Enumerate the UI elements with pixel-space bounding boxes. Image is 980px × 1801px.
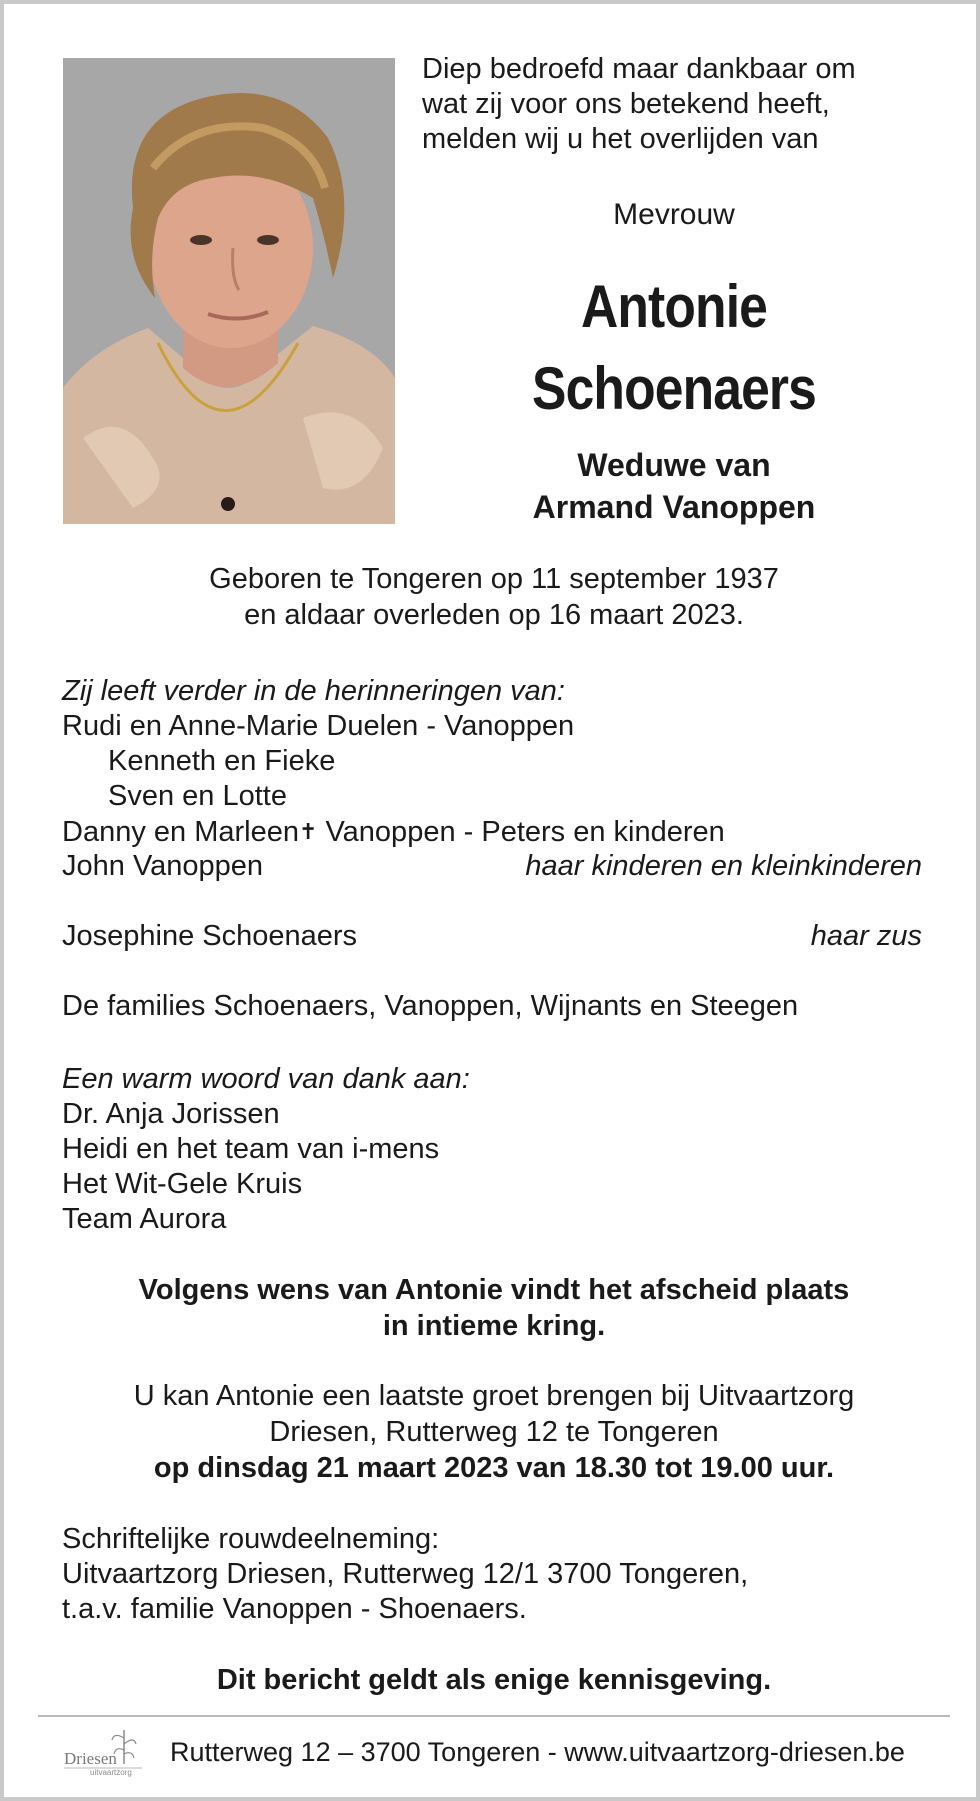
role-sister: haar zus <box>810 920 922 952</box>
notice-text: Dit bericht geldt als enige kennisgeving. <box>216 1664 772 1696</box>
family-member-name: John Vanoppen <box>62 850 264 882</box>
family-list <box>62 674 922 1024</box>
family-member: Sven en Lotte <box>108 780 287 812</box>
deceased-name <box>485 266 863 430</box>
death-line: en aldaar overleden op 16 maart 2023. <box>244 599 744 631</box>
logo-text: Driesen <box>64 1749 117 1768</box>
intro-line: Diep bedroefd maar dankbaar om <box>422 53 856 85</box>
birth-death-info <box>4 561 980 633</box>
honorific: Mevrouw <box>613 198 735 231</box>
intro-text <box>422 52 942 157</box>
funeral-home-logo <box>62 1726 148 1784</box>
footer-address: Rutterweg 12 – 3700 Tongeren - www.uitvaartzorg-driesen.be <box>170 1737 905 1767</box>
spacer <box>62 954 922 989</box>
family-member-suffix: Vanoppen - Peters en kinderen <box>325 816 725 848</box>
first-name: Antonie <box>580 273 768 340</box>
family-member: Kenneth en Fieke <box>108 745 336 777</box>
visitation-line: Driesen, Rutterweg 12 te Tongeren <box>269 1416 719 1448</box>
condolence-attention: t.a.v. familie Vanoppen - Shoenaers. <box>62 1593 527 1625</box>
role-children: haar kinderen en kleinkinderen <box>525 850 922 882</box>
family-member-name: Danny en Marleen <box>62 816 299 848</box>
thanks-heading: Een warm woord van dank aan: <box>62 1063 470 1095</box>
ceremony-line: in intieme kring. <box>382 1310 606 1342</box>
condolence-address: Uitvaartzorg Driesen, Rutterweg 12/1 3700 Tongeren, <box>62 1558 749 1590</box>
visitation-info <box>4 1378 980 1486</box>
family-heading: Zij leeft verder in de herinneringen van: <box>62 675 565 707</box>
thanks-list <box>62 1062 922 1237</box>
condolence-heading: Schriftelijke rouwdeelneming: <box>62 1523 440 1555</box>
thanks-item: Het Wit-Gele Kruis <box>62 1168 303 1200</box>
visitation-line: U kan Antonie een laatste groet brengen bij Uitvaartzorg <box>133 1380 855 1412</box>
spacer <box>62 884 922 919</box>
extended-families: De families Schoenaers, Vanoppen, Wijnants en Steegen <box>62 990 799 1022</box>
condolence-info <box>62 1522 922 1627</box>
visitation-date: op dinsdag 21 maart 2023 van 18.30 tot 19.00 uur. <box>153 1452 835 1484</box>
spouse-name: Armand Vanoppen <box>532 489 816 525</box>
intro-line: melden wij u het overlijden van <box>422 123 819 155</box>
family-member <box>62 849 922 884</box>
ceremony-line: Volgens wens van Antonie vindt het afscheid plaats <box>138 1274 850 1306</box>
portrait-photo <box>63 58 395 524</box>
widow-line: Weduwe van <box>577 447 771 483</box>
ceremony-info <box>4 1272 980 1344</box>
family-member: Rudi en Anne-Marie Duelen - Vanoppen <box>62 710 575 742</box>
family-member <box>62 814 922 849</box>
widow-of <box>454 444 894 528</box>
deceased-cross-icon: ✝ <box>298 819 318 844</box>
birth-line: Geboren te Tongeren op 11 september 1937 <box>209 563 779 595</box>
sister-line <box>62 919 922 954</box>
thanks-item: Heidi en het team van i-mens <box>62 1133 440 1165</box>
logo-subtext: uitvaartzorg <box>90 1768 132 1777</box>
last-name: Schoenaers <box>532 355 816 422</box>
sister-name: Josephine Schoenaers <box>62 920 358 952</box>
thanks-item: Dr. Anja Jorissen <box>62 1098 280 1130</box>
footer-divider <box>38 1715 950 1717</box>
thanks-item: Team Aurora <box>62 1203 227 1235</box>
intro-line: wat zij voor ons betekend heeft, <box>422 88 830 120</box>
